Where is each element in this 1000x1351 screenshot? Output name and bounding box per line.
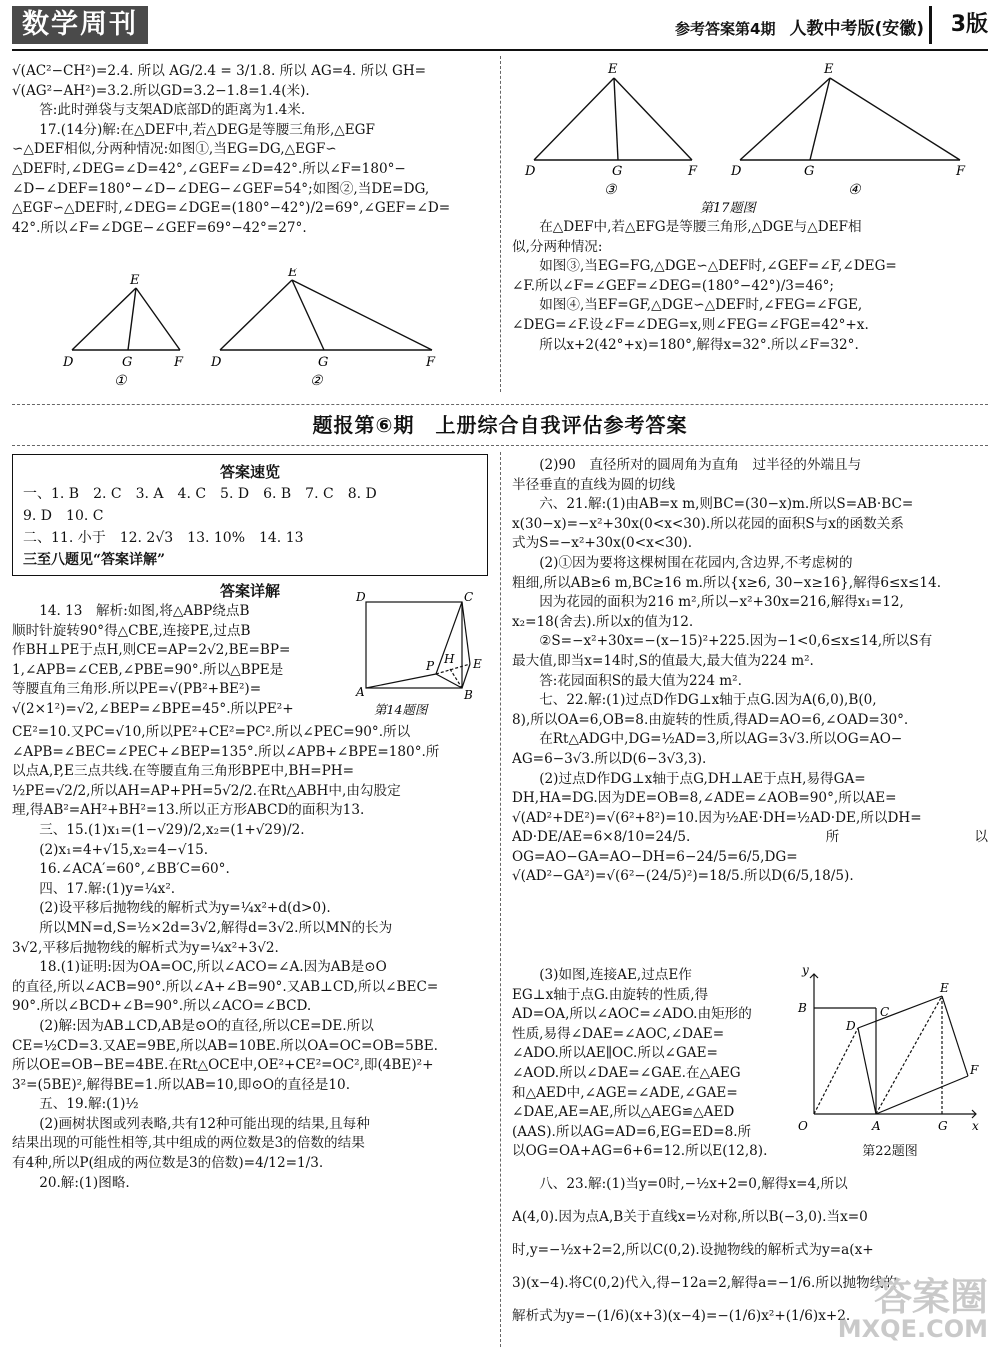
svg-text:E: E xyxy=(288,268,298,280)
text-line: 18.(1)证明:因为OA=OC,所以∠ACO=∠A.因为AB是⊙O xyxy=(39,959,387,976)
text-line: 如图③,当EG=FG,△DGE∽△DEF时,∠GEF=∠F,∠DEG= xyxy=(539,258,897,275)
text-line: ∠DAE,AE=AE,所以△AEG≌△AED xyxy=(512,1104,735,1121)
text-line: 在△DEF中,若△EFG是等腰三角形,△DGE与△DEF相 xyxy=(539,219,862,235)
column-divider-bottom xyxy=(500,452,501,1347)
text-line: 答:花园面积S的最大值为224 m². xyxy=(539,672,742,689)
text-line: 似,分两种情况: xyxy=(512,238,603,255)
text-line: 所以OE=OB−BE=4BE.在Rt△OCE中,OE²+CE²=OC²,即(4BE)²+ xyxy=(12,1057,434,1074)
quick-answers-line: 9. D 10. C xyxy=(23,508,104,524)
text-line: A(4,0).因为点A,B关于直线x=½对称,所以B(−3,0).当x=0 xyxy=(512,1209,868,1225)
text-line: 在Rt△ADG中,DG=½AD=3,所以AG=3√3.所以OG=AO− xyxy=(539,731,903,748)
q14-wrap-text xyxy=(12,602,346,722)
text-line: 14. 13 解析:如图,将△ABP绕点B xyxy=(39,603,250,619)
text-line: (2)过点D作DG⊥x轴于点G,DH⊥AE于点H,易得GA= xyxy=(539,770,866,787)
text-line: √(AG²−AH²)=3.2.所以GD=3.2−1.8=1.4(米). xyxy=(12,82,310,99)
text-line: 的直径,所以∠ACB=90°.所以∠A+∠B=90°.又AB⊥CD,所以∠BEC= xyxy=(12,978,439,995)
text-line: √(AD²+DE²)=√(6²+8²)=10.因为½AE·DH=½AD·DE,所以DH= xyxy=(512,809,922,826)
quick-answers-line: 二、11. 小于 12. 2√3 13. 10% 14. 13 xyxy=(23,530,304,546)
svg-text:G: G xyxy=(318,355,329,370)
text-line: ∠ADO.所以AE∥OC.所以∠GAE= xyxy=(512,1045,718,1062)
text-line: 3√2,平移后抛物线的解析式为y=¼x²+3√2. xyxy=(12,939,279,956)
quick-answers-line: 三至八题见“答案详解” xyxy=(23,552,166,568)
quick-answers-box xyxy=(12,454,488,576)
svg-text:F: F xyxy=(688,164,698,179)
text-line: 以点A,P,E三点共线.在等腰直角三角形BPE中,BH=PH= xyxy=(12,763,355,780)
header-rule xyxy=(12,49,988,51)
svg-text:O: O xyxy=(798,1119,808,1133)
text-line: 以OG=OA+AG=6+6=12.所以E(12,8). xyxy=(512,1143,768,1160)
figure-caption-17: 第17题图 xyxy=(700,201,756,216)
text-line: x₂=18(舍去).所以x的值为12. xyxy=(512,613,694,630)
text-line: 所以x+2(42°+x)=180°,解得x=32°.所以∠F=32°. xyxy=(539,336,859,353)
text-line: 所以MN=d,S=½×2d=3√2,解得d=3√2.所以MN的长为 xyxy=(39,919,393,936)
text-line: 3²=(5BE)²,解得BE=1.所以AB=10,即⊙O的直径是10. xyxy=(12,1076,351,1093)
column-divider-top xyxy=(500,56,501,392)
text-line: ∠F.所以∠F=∠GEF=∠DEG=(180°−42°)/3=46°; xyxy=(512,277,835,294)
text-line: 90°.所以∠BCD+∠B=90°.所以∠ACO=∠BCD. xyxy=(12,998,312,1015)
svg-text:P: P xyxy=(426,659,435,673)
text-line: 式为S=−x²+30x(0<x<30). xyxy=(512,535,693,552)
text-line: EG⊥x轴于点G.由旋转的性质,得 xyxy=(512,986,709,1003)
text-line: 结果出现的可能性相等,其中组成的两位数是3的倍数的结果 xyxy=(12,1135,365,1152)
figure-label-3: ③ xyxy=(604,182,617,198)
quick-answers-title: 答案速览 xyxy=(219,463,280,481)
text-line: 性质,易得∠DAE=∠AOC,∠DAE= xyxy=(512,1025,725,1042)
triangle-diagrams-3-4 xyxy=(514,58,988,218)
svg-text:H: H xyxy=(444,652,455,666)
text-line: AD=OA,所以∠AOC=∠ADO.由矩形的 xyxy=(512,1006,752,1023)
svg-text:F: F xyxy=(970,1063,979,1077)
text-line: √(AC²−CH²)=2.4. 所以 AG/2.4 = 3/1.8. 所以 AG=4. 所以 GH= xyxy=(12,63,427,79)
figure-caption-14: 第14题图 xyxy=(374,702,428,717)
detail-title: 答案详解 xyxy=(219,582,280,600)
figure-14 xyxy=(352,592,488,720)
svg-text:C: C xyxy=(880,1005,890,1019)
figure-label-1: ① xyxy=(114,373,127,389)
text-line: 解析式为y=−(1/6)(x+3)(x−4)=−(1/6)x²+(1/6)x+2. xyxy=(512,1308,851,1324)
right-answers-text xyxy=(512,456,988,962)
figure-17-left xyxy=(60,268,480,390)
text-line: ∠D−∠DEF=180°−∠D−∠DEG−∠GEF=54°;如图②,当DE=DG, xyxy=(12,180,430,197)
text-line: AD·DE/AE=6×8/10=24/5.所以OG=AO−GA=AO−DH=6−24/5=6/5,DG= xyxy=(512,829,988,865)
section-title: 题报第⑥期 上册综合自我评估参考答案 xyxy=(12,404,988,446)
text-line: 因为花园的面积为216 m²,所以−x²+30x=216,解得x₁=12, xyxy=(539,594,904,611)
text-line: 顺时针旋转90°得△CBE,连接PE,过点B xyxy=(12,622,251,639)
text-line: ∠DEG=∠F.设∠F=∠DEG=x,则∠FEG=∠FGE=42°+x. xyxy=(512,316,869,333)
svg-text:F: F xyxy=(174,355,184,370)
svg-text:D: D xyxy=(63,355,74,370)
text-line: (2)x₁=4+√15,x₂=4−√15. xyxy=(39,841,209,858)
square-diagram xyxy=(352,592,488,720)
text-line: 等腰直角三角形.所以PE=√(PB²+BE²)= xyxy=(12,681,262,698)
svg-text:D: D xyxy=(356,592,366,604)
svg-text:E: E xyxy=(608,62,618,77)
watermark-url: MXQE.COM xyxy=(837,1315,988,1343)
svg-text:x: x xyxy=(972,1119,979,1133)
text-line: (2)设平移后抛物线的解析式为y=¼x²+d(d>0). xyxy=(39,900,331,917)
text-line: 20.解:(1)图略. xyxy=(39,1174,130,1191)
svg-text:G: G xyxy=(612,164,623,179)
text-line: 如图④,当EF=GF,△DGE∽△DEF时,∠FEG=∠FGE, xyxy=(539,297,863,314)
text-line: √(AD²−GA²)=√(6²−(24/5)²)=18/5.所以D(6/5,18/5). xyxy=(512,868,854,885)
figure-caption-22: 第22题图 xyxy=(862,1144,918,1159)
svg-text:F: F xyxy=(426,355,436,370)
triangle-diagrams-1-2 xyxy=(60,268,480,390)
text-line: 三、15.(1)x₁=(1−√29)/2,x₂=(1+√29)/2. xyxy=(39,821,305,838)
figure-label-2: ② xyxy=(310,373,323,389)
svg-text:D: D xyxy=(846,1019,856,1033)
text-line: 四、17.解:(1)y=¼x². xyxy=(39,880,176,897)
figure-17-right xyxy=(514,58,988,218)
text-line: (2)解:因为AB⊥CD,AB是⊙O的直径,所以CE=DE.所以 xyxy=(39,1017,374,1034)
issue-label: 参考答案第4期 xyxy=(675,20,776,38)
text-line: 16.∠ACA′=60°,∠BB′C=60°. xyxy=(39,861,230,878)
text-line: 和△AED中,∠AGE=∠ADE,∠GAE= xyxy=(512,1084,738,1101)
text-line: ∠AOD.所以∠DAE=∠GAE.在△AEG xyxy=(512,1064,741,1081)
text-line: (2)画树状图或列表略,共有12种可能出现的结果,且每种 xyxy=(39,1115,370,1132)
text-line: △DEF时,∠DEG=∠D=42°,∠GEF=∠D=42°.所以∠F=180°− xyxy=(12,160,406,177)
svg-text:D: D xyxy=(525,164,536,179)
text-line: ②S=−x²+30x=−(x−15)²+225.因为−1<0,6≤x≤14,所以S有 xyxy=(539,633,933,650)
svg-text:A: A xyxy=(356,685,365,699)
text-line: 17.(14分)解:在△DEF中,若△DEG是等腰三角形,△EGF xyxy=(39,121,375,138)
text-line: DH,HA=DG.因为DE=OB=8,∠ADE=∠AOB=90°,所以AE= xyxy=(512,790,897,807)
text-line: x(30−x)=−x²+30x(0<x<30).所以花园的面积S与x的函数关系 xyxy=(512,515,904,532)
text-line: 有4种,所以P(组成的两位数是3的倍数)=4/12=1/3. xyxy=(12,1155,324,1172)
page-number: 3版 xyxy=(929,6,988,44)
svg-text:B: B xyxy=(464,688,473,702)
svg-text:D: D xyxy=(211,355,222,370)
left-answers-text xyxy=(12,723,488,1343)
text-line: 粗细,所以AB≥6 m,BC≥16 m.所以{x≥6, 30−x≥16},解得6≤x≤14. xyxy=(512,574,942,591)
quick-answers-line: 一、1. B 2. C 3. A 4. C 5. D 6. B 7. C 8. D xyxy=(23,486,377,502)
masthead-title: 数学周刊 xyxy=(12,6,148,44)
svg-text:G: G xyxy=(122,355,133,370)
text-line: 1,∠APB=∠CEB,∠PBE=90°.所以△BPE是 xyxy=(12,661,284,678)
svg-text:D: D xyxy=(731,164,742,179)
watermark xyxy=(838,1277,988,1341)
text-line: ½PE=√2/2,所以AH=AP+PH=5√2/2.在Rt△ABH中,由勾股定 xyxy=(12,782,401,799)
text-line: 理,得AB²=AH²+BH²=13.所以正方形ABCD的面积为13. xyxy=(12,802,365,819)
text-line: CE²=10.又PC=√10,所以PE²+CE²=PC².所以∠PEC=90°.所以 xyxy=(12,724,411,740)
top-left-text xyxy=(12,62,488,262)
page-header xyxy=(0,0,1000,50)
text-line: 3)(x−4).将C(0,2)代入,得−12a=2,解得a=−1/6.所以抛物线的 xyxy=(512,1275,897,1291)
text-line: ∠APB=∠BEC=∠PEC+∠BEP=135°.所以∠APB+∠BPE=180°.所 xyxy=(12,743,440,760)
svg-text:G: G xyxy=(804,164,815,179)
text-line: 五、19.解:(1)½ xyxy=(39,1096,139,1113)
text-line: 42°.所以∠F=∠DGE−∠GEF=69°−42°=27°. xyxy=(12,219,307,236)
figure-22 xyxy=(792,964,988,1142)
text-line: CE=½CD=3.又AE=9BE,所以AB=10BE.所以OA=OC=OB=5BE. xyxy=(12,1037,438,1054)
text-line: 半径垂直的直线为圆的切线 xyxy=(512,476,676,493)
top-right-text xyxy=(512,218,988,394)
watermark-logo-text: 答案圈 xyxy=(873,1275,988,1319)
text-line: 最大值,即当x=14时,S的值最大,最大值为224 m². xyxy=(512,652,814,669)
svg-text:E: E xyxy=(473,657,482,671)
svg-text:E: E xyxy=(824,62,834,77)
header-info xyxy=(675,14,924,39)
coordinate-diagram xyxy=(792,964,988,1142)
svg-text:F: F xyxy=(956,164,966,179)
text-line: △EGF∽△DEF时,∠DEG=∠DGE=(180°−42°)/2=69°,∠GEF=∠D= xyxy=(12,200,451,217)
svg-text:E: E xyxy=(940,981,949,995)
svg-text:A: A xyxy=(872,1119,881,1133)
text-line: 六、21.解:(1)由AB=x m,则BC=(30−x)m.所以S=AB·BC= xyxy=(539,496,914,513)
text-line: ∽△DEF相似,分两种情况:如图①,当EG=DG,△EGF∽ xyxy=(12,141,337,158)
text-line: 答:此时弹袋与支架AD底部D的距离为1.4米. xyxy=(39,102,306,119)
svg-text:G: G xyxy=(938,1119,948,1133)
q22-wrap-text xyxy=(512,966,788,1166)
text-line: 8),所以OA=6,OB=8.由旋转的性质,得AD=AO=6,∠OAD=30°. xyxy=(512,711,909,728)
text-line: √(2×1²)=√2,∠BEP=∠BPE=45°.所以PE²+ xyxy=(12,700,294,717)
text-line: (2)90 直径所对的圆周角为直角 过半径的外端且与 xyxy=(539,457,862,473)
svg-text:B: B xyxy=(798,1001,807,1015)
text-line: (3)如图,连接AE,过点E作 xyxy=(539,967,692,983)
svg-text:y: y xyxy=(802,964,809,977)
text-line: (AAS).所以AG=AD=6,EG=ED=8.所 xyxy=(512,1123,752,1140)
text-line: 作BH⊥PE于点H,则CE=AP=2√2,BE=BP= xyxy=(12,642,291,659)
text-line: AG=6−3√3.所以D(6−3√3,3). xyxy=(512,750,707,767)
svg-text:E: E xyxy=(130,273,140,288)
text-line: (2)①因为要将这棵树围在花园内,含边界,不考虑树的 xyxy=(539,554,853,571)
text-line: 八、23.解:(1)当y=0时,−½x+2=0,解得x=4,所以 xyxy=(539,1176,848,1192)
svg-text:C: C xyxy=(464,592,474,604)
figure-label-4: ④ xyxy=(848,182,861,198)
edition-label: 人教中考版(安徽) xyxy=(789,19,924,39)
text-line: 时,y=−½x+2=2,所以C(0,2).设抛物线的解析式为y=a(x+ xyxy=(512,1242,874,1258)
text-line: 七、22.解:(1)过点D作DG⊥x轴于点G.因为A(6,0),B(0, xyxy=(539,692,877,709)
